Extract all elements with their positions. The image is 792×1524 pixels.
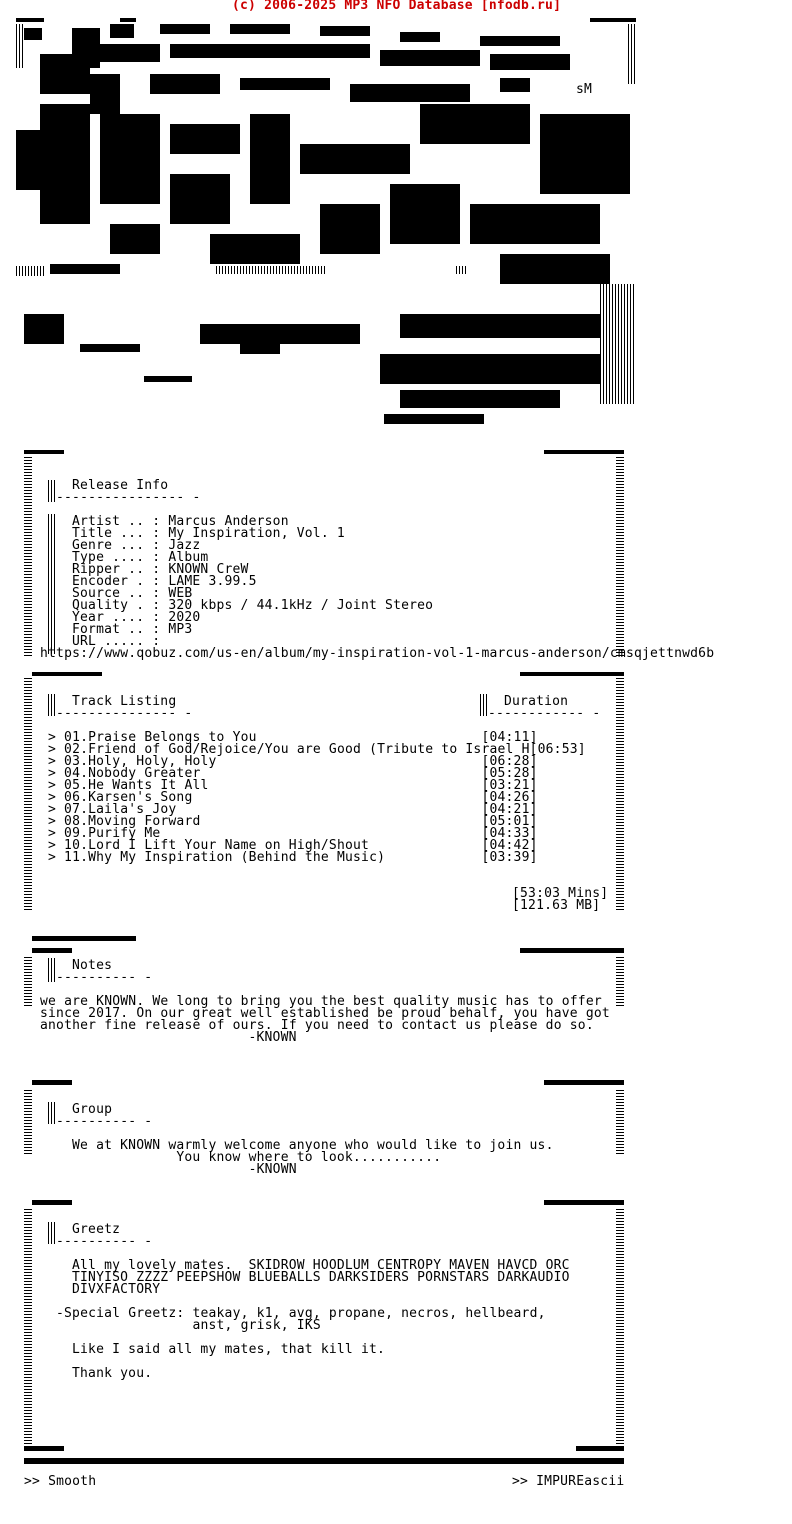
tracklist-underline: --------------- - <box>56 706 193 721</box>
track-row: > 06.Karsen's Song [04:26] <box>48 790 538 805</box>
track-row: > 03.Holy, Holy, Holy [06:28] <box>48 754 538 769</box>
notes-line: since 2017. On our great well established be proud behalf, you have got <box>40 1006 610 1021</box>
release-info-list <box>72 516 433 648</box>
group-line: We at KNOWN warmly welcome anyone who would like to join us. <box>72 1138 554 1153</box>
logo-art <box>0 14 660 444</box>
group-section <box>0 1080 792 1180</box>
footer-left: >> Smooth <box>24 1474 97 1489</box>
greetz-section <box>0 1200 792 1470</box>
track-row: > 05.He Wants It All [03:21] <box>48 778 538 793</box>
track-row: > 10.Lord I Lift Your Name on High/Shout [04:42] <box>48 838 538 853</box>
greetz-special-cont: anst, grisk, IKS <box>56 1318 321 1333</box>
tracklist-heading: Track Listing <box>72 694 177 709</box>
duration-underline: ------------ - <box>488 706 601 721</box>
total-time: [53:03 Mins] <box>512 886 609 901</box>
release-info-line: Year .... : 2020 <box>72 610 201 625</box>
group-body <box>72 1140 554 1176</box>
release-info-line: Genre ... : Jazz <box>72 538 201 553</box>
release-url[interactable]: https://www.qobuz.com/us-en/album/my-inspiration-vol-1-marcus-anderson/cmsqjettnwd6b <box>40 646 715 661</box>
greetz-underline: ---------- - <box>56 1234 153 1249</box>
track-row: > 04.Nobody Greater [05:28] <box>48 766 538 781</box>
duration-heading: Duration <box>504 694 569 709</box>
greetz-body <box>56 1258 570 1381</box>
notes-section <box>0 936 792 1046</box>
release-info-underline: ---------------- - <box>56 490 201 505</box>
release-info-section <box>0 450 792 660</box>
greetz-line: Like I said all my mates, that kill it. <box>72 1342 386 1357</box>
notes-heading: Notes <box>72 958 113 973</box>
greetz-heading: Greetz <box>72 1222 121 1237</box>
greetz-special: -Special Greetz: teakay, k1, avg, propane, necros, hellbeard, <box>56 1306 546 1321</box>
release-info-line: Format .. : MP3 <box>72 622 193 637</box>
release-info-line: Quality . : 320 kbps / 44.1kHz / Joint Stereo <box>72 598 434 613</box>
group-underline: ---------- - <box>56 1114 153 1129</box>
track-row: > 08.Moving Forward [05:01] <box>48 814 538 829</box>
track-row: > 11.Why My Inspiration (Behind the Music) [03:39] <box>48 850 538 865</box>
greetz-line: TINYISO ZZZZ PEEPSHOW BLUEBALLS DARKSIDERS PORNSTARS DARKAUDIO <box>72 1270 570 1285</box>
release-info-heading: Release Info <box>72 478 169 493</box>
track-row: > 01.Praise Belongs to You [04:11] <box>48 730 538 745</box>
total-size: [121.63 MB] <box>512 898 601 913</box>
release-info-line: Ripper .. : KNOWN CreW <box>72 562 249 577</box>
release-info-line: Type .... : Album <box>72 550 209 565</box>
group-signature: -KNOWN <box>72 1162 297 1177</box>
greetz-line: DIVXFACTORY <box>72 1282 161 1297</box>
group-line: You know where to look........... <box>72 1150 442 1165</box>
track-row: > 09.Purify Me [04:33] <box>48 826 538 841</box>
notes-line: another fine release of ours. If you need to contact us please do so. <box>40 1018 594 1033</box>
greetz-line: All my lovely mates. SKIDROW HOODLUM CENTROPY MAVEN HAVCD ORC <box>72 1258 570 1273</box>
tracklist-section <box>0 672 792 912</box>
greetz-line: Thank you. <box>72 1366 153 1381</box>
track-list <box>48 732 586 864</box>
release-info-line: Artist .. : Marcus Anderson <box>72 514 289 529</box>
release-info-line: URL ..... : <box>72 634 161 649</box>
notes-underline: ---------- - <box>56 970 153 985</box>
release-info-line: Source .. : WEB <box>72 586 193 601</box>
release-info-line: Title ... : My Inspiration, Vol. 1 <box>72 526 345 541</box>
track-row: > 07.Laila's Joy [04:21] <box>48 802 538 817</box>
notes-line: we are KNOWN. We long to bring you the best quality music has to offer <box>40 994 602 1009</box>
notes-body <box>40 996 610 1044</box>
logo-tag: sM <box>576 82 593 97</box>
group-heading: Group <box>72 1102 113 1117</box>
notes-signature: -KNOWN <box>104 1030 297 1045</box>
release-info-line: Encoder . : LAME 3.99.5 <box>72 574 257 589</box>
footer-right: >> IMPUREascii <box>512 1474 625 1489</box>
source-header: (c) 2006-2025 MP3 NFO Database [nfodb.ru] <box>232 0 562 13</box>
track-row: > 02.Friend of God/Rejoice/You are Good (Tribute to Israel H[06:53] <box>48 742 586 757</box>
